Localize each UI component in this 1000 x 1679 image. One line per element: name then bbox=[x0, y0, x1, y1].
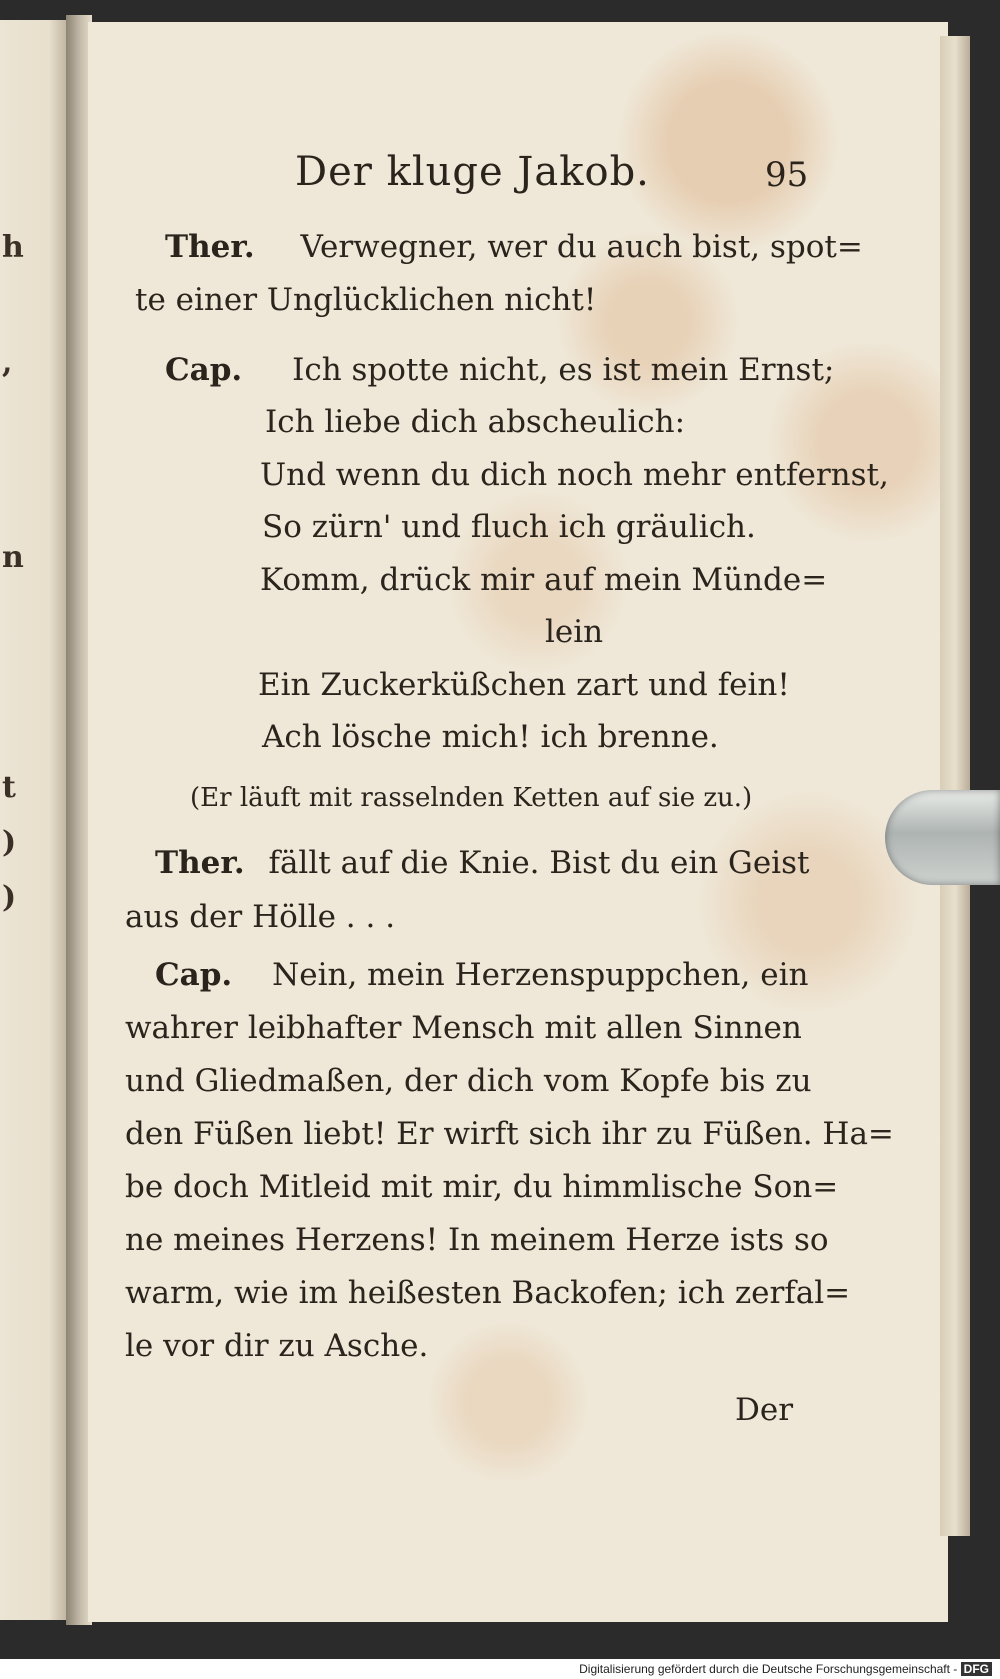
left-page bbox=[0, 20, 70, 1620]
line-20: warm, wie im heißesten Backofen; ich zerfal= bbox=[125, 1275, 851, 1311]
left-fragment: ) bbox=[2, 825, 17, 860]
page-clip bbox=[885, 790, 1000, 885]
line-text: Nein, mein Herzenspuppchen, ein bbox=[272, 957, 809, 993]
line-12 bbox=[155, 845, 810, 881]
line-9: Ein Zuckerküßchen zart und fein! bbox=[258, 667, 790, 703]
line-15: wahrer leibhafter Mensch mit allen Sinnen bbox=[125, 1010, 802, 1046]
page-number: 95 bbox=[765, 155, 809, 195]
left-fragment: h bbox=[2, 230, 24, 265]
page-edge bbox=[940, 36, 970, 1536]
speaker: Cap. bbox=[165, 352, 243, 388]
line-text: Verwegner, wer du auch bist, spot= bbox=[300, 229, 863, 265]
stage-direction: (Er läuft mit rasselnden Ketten auf sie zu.) bbox=[190, 783, 753, 813]
line-13: aus der Hölle . . . bbox=[125, 899, 396, 935]
line-text: fällt auf die Knie. Bist du ein Geist bbox=[268, 845, 810, 881]
line-14 bbox=[155, 957, 809, 993]
line-8: lein bbox=[545, 614, 604, 650]
line-19: ne meines Herzens! In meinem Herze ists so bbox=[125, 1222, 829, 1258]
line-text: Ich spotte nicht, es ist mein Ernst; bbox=[292, 352, 835, 388]
digitization-footer bbox=[0, 1659, 1000, 1679]
line-2: te einer Unglücklichen nicht! bbox=[135, 282, 597, 318]
footer-text: Digitalisierung gefördert durch die Deutsche Forschungsgemeinschaft - bbox=[579, 1662, 958, 1676]
line-3 bbox=[165, 352, 835, 388]
catchword: Der bbox=[735, 1392, 794, 1428]
line-16: und Gliedmaßen, der dich vom Kopfe bis zu bbox=[125, 1063, 812, 1099]
line-5: Und wenn du dich noch mehr entfernst, bbox=[260, 457, 889, 493]
line-6: So zürn' und fluch ich gräulich. bbox=[262, 509, 756, 545]
left-fragment: n bbox=[2, 540, 24, 575]
speaker: Ther. bbox=[165, 229, 255, 265]
line-7: Komm, drück mir auf mein Münde= bbox=[260, 562, 828, 598]
line-4: Ich liebe dich abscheulich: bbox=[265, 404, 686, 440]
left-fragment: t bbox=[2, 770, 16, 805]
running-head: Der kluge Jakob. bbox=[295, 149, 650, 195]
dfg-logo: DFG bbox=[961, 1662, 992, 1676]
line-17: den Füßen liebt! Er wirft sich ihr zu Füßen. Ha= bbox=[125, 1116, 894, 1152]
line-21: le vor dir zu Asche. bbox=[125, 1328, 429, 1364]
line-10: Ach lösche mich! ich brenne. bbox=[262, 719, 719, 755]
speaker: Ther. bbox=[155, 845, 245, 881]
left-fragment: , bbox=[2, 345, 13, 380]
left-fragment: ) bbox=[2, 880, 17, 915]
speaker: Cap. bbox=[155, 957, 233, 993]
line-18: be doch Mitleid mit mir, du himmlische Son= bbox=[125, 1169, 839, 1205]
line-1 bbox=[165, 229, 863, 265]
